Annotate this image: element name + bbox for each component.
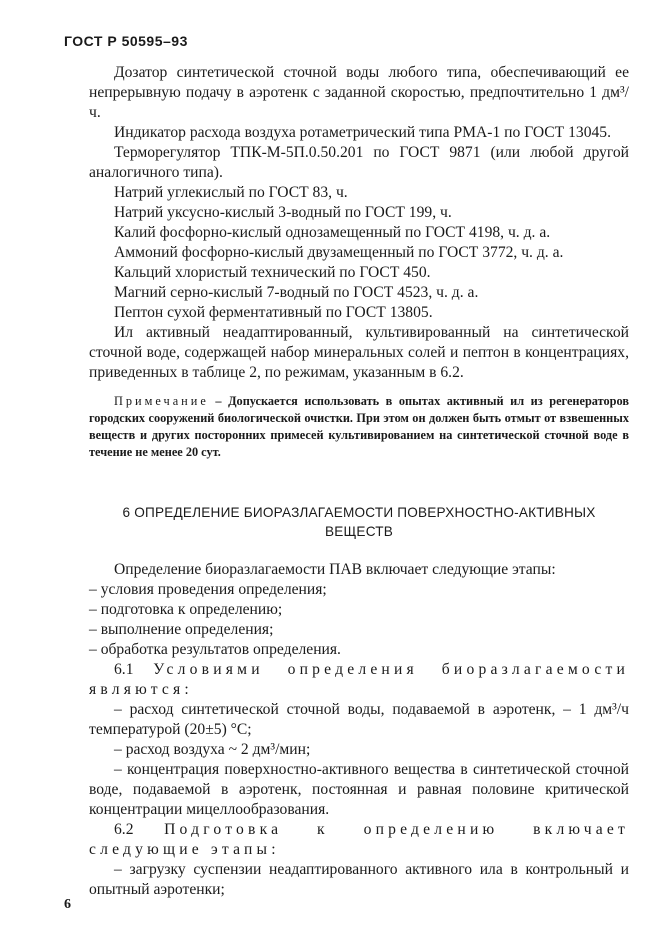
note-text: – Допускается использовать в опытах активный ил из регенераторов городских сооружений биологической очистки. При этом он должен быть отмыт от взвешенных веществ и других посторонних примесей культивированием на синтетической сточной воде в течение не менее 20 сут. <box>89 394 629 459</box>
stage-item: – выполнение определения; <box>89 621 274 638</box>
stage-item: – подготовка к определению; <box>89 601 283 618</box>
note <box>89 393 629 461</box>
paragraph-thermoregulator: Терморегулятор ТПК-М-5П.0.50.201 по ГОСТ 9871 (или любой другой аналогичного типа). <box>89 144 629 181</box>
paragraph-calcium-chloride: Кальций хлористый технический по ГОСТ 450. <box>114 264 431 281</box>
paragraph-activated-sludge: Ил активный неадаптированный, культивированный на синтетической сточной воде, содержащей набор минеральных солей и пептон в концентрациях, приведенных в таблице 2, по режимам, указанным в 6.2. <box>89 324 629 381</box>
subsection-6-2-number: 6.2 <box>114 821 134 838</box>
paragraph-ammonium-phosphate: Аммоний фосфорно-кислый двузамещенный по ГОСТ 3772, ч. д. а. <box>114 244 564 261</box>
page-header: ГОСТ Р 50595–93 <box>64 33 188 49</box>
subsection-6-2-title: Подготовка к определению включает следующие этапы: <box>89 821 629 858</box>
condition-item: – расход синтетической сточной воды, подаваемой в аэротенк, – 1 дм³/ч температурой (20±5) °С; <box>89 701 629 738</box>
paragraph-peptone: Пептон сухой ферментативный по ГОСТ 13805. <box>114 304 433 321</box>
note-label: Примечание <box>114 394 209 408</box>
condition-item: – расход воздуха ~ 2 дм³/мин; <box>114 741 311 758</box>
page-body <box>89 63 629 900</box>
section-6-intro: Определение биоразлагаемости ПАВ включает следующие этапы: <box>114 561 556 578</box>
subsection-6-1-title: Условиями определения биоразлагаемости являются: <box>89 661 630 698</box>
page-number: 6 <box>64 897 71 912</box>
paragraph-magnesium-sulfate: Магний серно-кислый 7-водный по ГОСТ 4523, ч. д. а. <box>114 284 479 301</box>
paragraph-air-flow-indicator: Индикатор расхода воздуха ротаметрический типа РМА-1 по ГОСТ 13045. <box>114 124 611 141</box>
paragraph-sodium-acetate: Натрий уксусно-кислый 3-водный по ГОСТ 199, ч. <box>114 204 452 221</box>
paragraph-dosing-unit: Дозатор синтетической сточной воды любого типа, обеспечивающий ее непрерывную подачу в аэротенк с заданной скоростью, предпочтительно 1 дм³/ч. <box>89 64 629 121</box>
subsection-6-1-number: 6.1 <box>114 661 134 678</box>
subsection-6-2 <box>89 820 629 860</box>
section-6-heading: 6 ОПРЕДЕЛЕНИЕ БИОРАЗЛАГАЕМОСТИ ПОВЕРХНОСТНО-АКТИВНЫХ ВЕЩЕСТВ <box>122 505 596 539</box>
stage-item: – условия проведения определения; <box>89 581 327 598</box>
subsection-6-1 <box>89 660 629 700</box>
condition-item: – концентрация поверхностно-активного вещества в синтетической сточной воде, подаваемой в аэротенк, постоянная и равная половине критической концентрации мицеллообразования. <box>89 761 629 818</box>
paragraph-potassium-phosphate: Калий фосфорно-кислый однозамещенный по ГОСТ 4198, ч. д. а. <box>114 224 551 241</box>
paragraph-sodium-carbonate: Натрий углекислый по ГОСТ 83, ч. <box>114 184 348 201</box>
preparation-item: – загрузку суспензии неадаптированного активного ила в контрольный и опытный аэротенки; <box>89 861 629 898</box>
stage-item: – обработка результатов определения. <box>89 641 341 658</box>
